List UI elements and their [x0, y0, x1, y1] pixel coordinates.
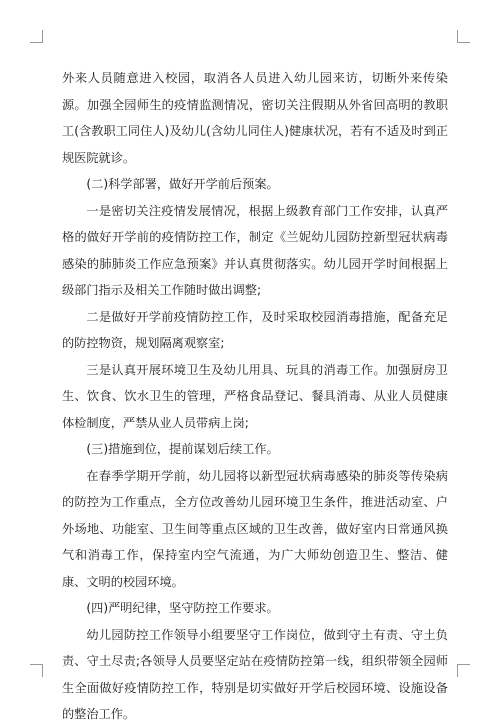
section-heading: (三)措施到位，提前谋划后续工作。 — [86, 442, 279, 456]
crop-mark-top-right — [457, 30, 470, 43]
paragraph: 一是密切关注疫情发展情况，根据上级教育部门工作安排，认真严格的做好开学前的疫情防控工作，制定《兰妮幼儿园防控新型冠状病毒感染的肺肺炎工作应急预案》并认真贯彻落实。幼儿园开学时间根据上级部门指示及相关工作随时做出调整; — [62, 203, 448, 297]
document-body — [62, 65, 448, 728]
section-heading: (四)严明纪律，坚守防控工作要求。 — [86, 601, 279, 615]
paragraph: 幼儿园防控工作领导小组要坚守工作岗位，做到守土有责、守土负责、守土尽责;各领导人员要坚定站在疫情防控第一线，组织带领全园师生全面做好疫情防控工作，特别是切实做好开学后校园环境、设施设备的整治工作。 — [62, 627, 448, 721]
paragraph: 外来人员随意进入校园，取消各人员进入幼儿园来访，切断外来传染源。加强全园师生的疫情监测情况，密切关注假期从外省回高明的教职工(含教职工同住人)及幼儿(含幼儿同住人)健康状况，若有不适及时到正规医院就诊。 — [62, 71, 448, 165]
paragraph: 二是做好开学前疫情防控工作，及时采取校园消毒措施，配备充足的防控物资，规划隔离观察室; — [62, 309, 448, 350]
paragraph: 在春季学期开学前，幼儿园将以新型冠状病毒感染的肺炎等传染病的防控为工作重点，全方位改善幼儿园环境卫生条件，推进活动室、户外场地、功能室、卫生间等重点区域的卫生改善，做好室内日常通风换气和消毒工作，保持室内空气流通，为广大师幼创造卫生、整洁、健康、文明的校园环境。 — [62, 468, 448, 589]
paragraph: 三是认真开展环境卫生及幼儿用具、玩具的消毒工作。加强厨房卫生、饮食、饮水卫生的管理，严格食品登记、餐具消毒、从业人员健康体检制度，严禁从业人员带病上岗; — [62, 362, 448, 430]
section-heading: (二)科学部署，做好开学前后预案。 — [86, 177, 279, 191]
crop-mark-top-left — [30, 30, 43, 43]
crop-mark-bottom-right — [457, 664, 470, 677]
crop-mark-bottom-left — [30, 664, 43, 677]
